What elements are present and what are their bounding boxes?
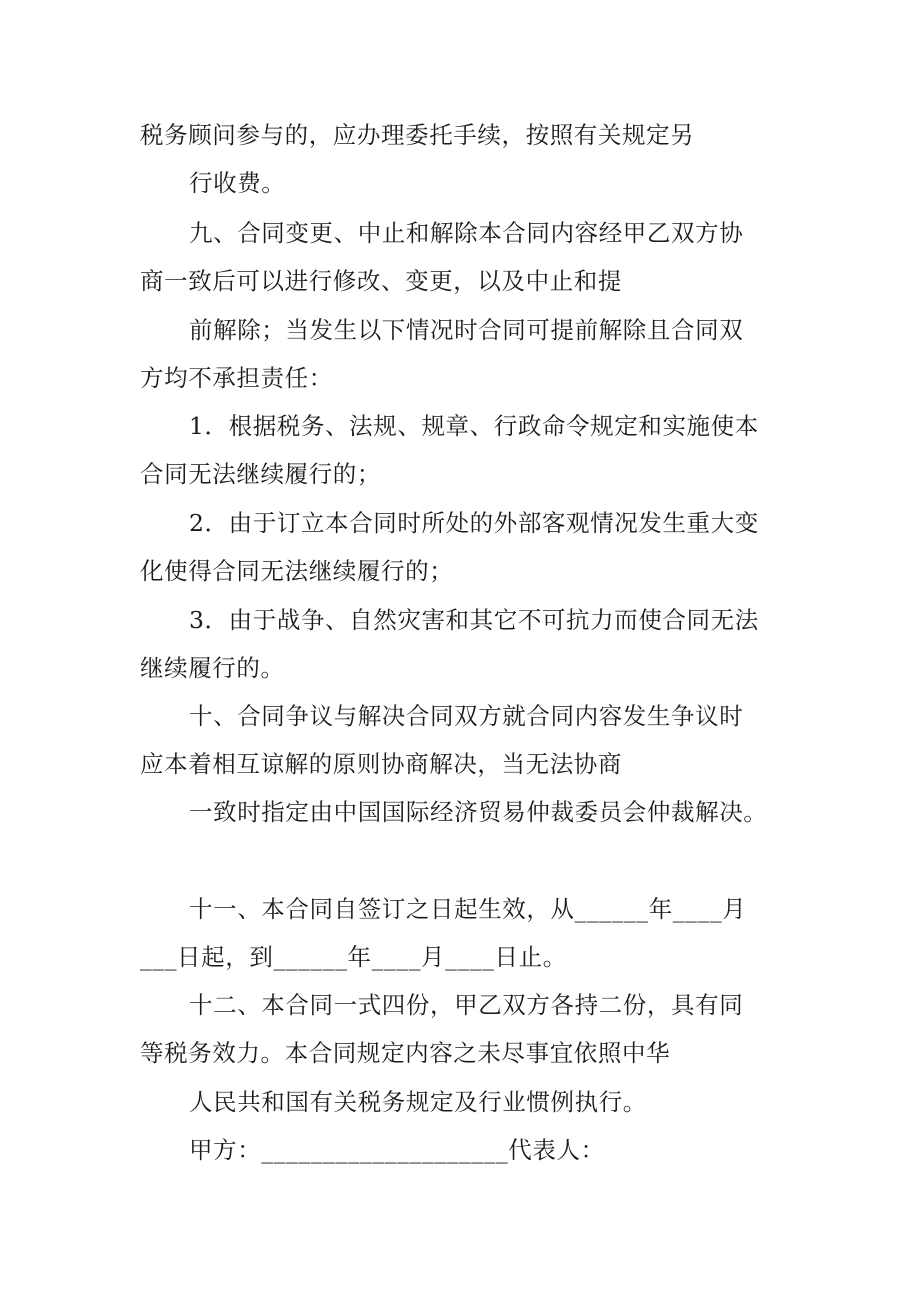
text-line: 一致时指定由中国国际经济贸易仲裁委员会仲裁解决。 (189, 798, 768, 826)
text-line: 行收费。 (189, 169, 286, 197)
text-line: 化使得合同无法继续履行的； (140, 557, 454, 585)
text-line: 应本着相互谅解的原则协商解决，当无法协商 (140, 750, 622, 778)
clause-10-heading: 十、合同争议与解决合同双方就合同内容发生争议时 (189, 702, 744, 730)
text-line: 合同无法继续履行的； (140, 460, 381, 488)
text-line: 继续履行的。 (140, 654, 285, 682)
list-item-3: 3．由于战争、自然灾害和其它不可抗力而使合同无法 (189, 606, 759, 634)
list-item-2: 2．由于订立本合同时所处的外部客观情况发生重大变 (189, 509, 759, 537)
text-line: 商一致后可以进行修改、变更，以及中止和提 (140, 267, 622, 295)
text-line: 人民共和国有关税务规定及行业惯例执行。 (189, 1088, 647, 1116)
signature-line-party-a: 甲方：____________________代表人： (189, 1136, 605, 1164)
text-line: 等税务效力。本合同规定内容之未尽事宜依照中华 (140, 1039, 671, 1067)
clause-9-heading: 九、合同变更、中止和解除本合同内容经甲乙双方协 (189, 219, 744, 247)
clause-11-heading: 十一、本合同自签订之日起生效，从______年____月 (189, 895, 747, 923)
clause-12-heading: 十二、本合同一式四份，甲乙双方各持二份，具有同 (189, 991, 744, 1019)
text-line: 方均不承担责任： (140, 364, 333, 392)
list-item-1: 1．根据税务、法规、规章、行政命令规定和实施使本 (189, 412, 759, 440)
text-line: 税务顾问参与的，应办理委托手续，按照有关规定另 (140, 121, 695, 149)
text-line: 前解除；当发生以下情况时合同可提前解除且合同双 (189, 316, 744, 344)
text-line: ___日起，到______年____月____日止。 (140, 943, 567, 971)
